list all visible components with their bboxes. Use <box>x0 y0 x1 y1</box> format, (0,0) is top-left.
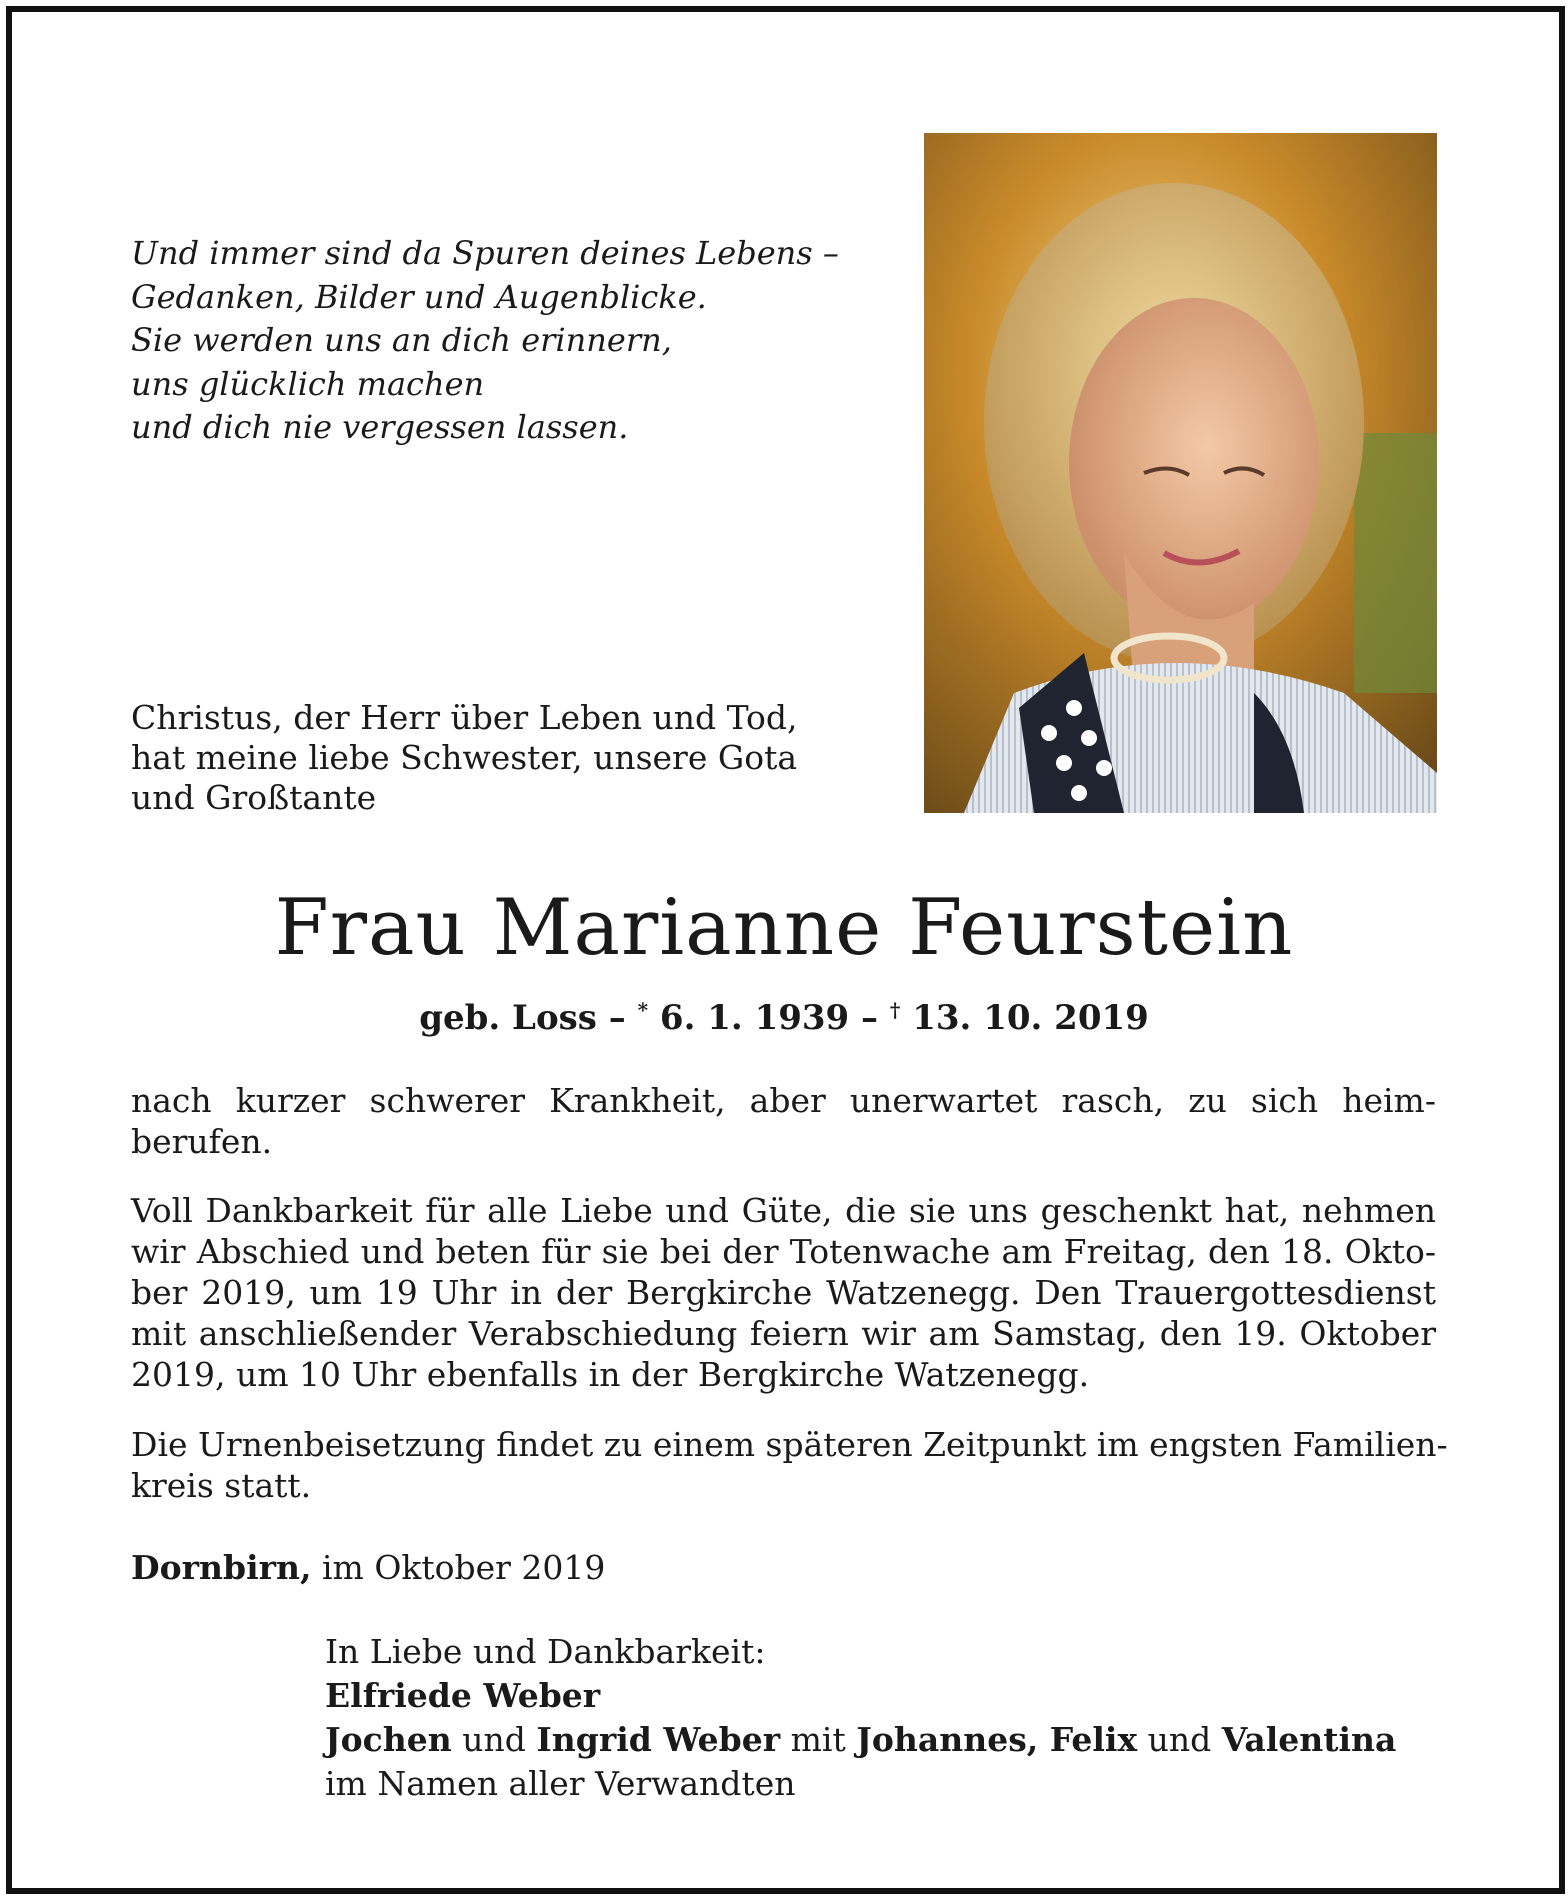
poem-line: Sie werden uns an dich erinnern, <box>131 321 672 359</box>
paragraph-line: 2019, um 10 Uhr ebenfalls in der Bergkirche Watzenegg. <box>131 1355 1090 1394</box>
connector: mit <box>780 1720 857 1759</box>
poem-line: uns glücklich machen <box>131 364 485 403</box>
place-city: Dornbirn, <box>131 1548 312 1587</box>
paragraph-line: Die Urnenbeisetzung findet zu einem späteren Zeitpunkt im engsten Familien- <box>131 1425 1448 1464</box>
mourner-name: Ingrid Weber <box>536 1720 781 1759</box>
paragraph-line: ber 2019, um 19 Uhr in der Bergkirche Watzenegg. Den Trauergottesdienst <box>131 1273 1436 1312</box>
intro-line: hat meine liebe Schwester, unsere Gota <box>131 738 798 777</box>
mourner-name: Elfriede Weber <box>325 1676 601 1715</box>
paragraph-illness <box>131 1080 1436 1162</box>
portrait-photo <box>924 133 1437 813</box>
intro-text <box>131 698 891 818</box>
poem-line: Gedanken, Bilder und Augenblicke. <box>131 277 707 316</box>
paragraph-line: mit anschließender Verabschiedung feiern wir am Samstag, den 19. Oktober <box>131 1314 1436 1353</box>
paragraph-burial <box>131 1424 1448 1506</box>
memorial-poem <box>131 232 851 450</box>
place-date <box>131 1548 605 1587</box>
maiden-name: geb. Loss – <box>419 998 626 1038</box>
birth-date: 6. 1. 1939 – <box>659 998 879 1038</box>
mourner-name: Johannes, Felix <box>856 1720 1138 1759</box>
life-dates <box>100 998 1468 1038</box>
paragraph-line: kreis statt. <box>131 1466 312 1505</box>
connector: und <box>1137 1720 1222 1759</box>
portrait-image <box>924 133 1437 813</box>
poem-line: und dich nie vergessen lassen. <box>131 408 629 446</box>
paragraph-line: wir Abschied und beten für sie bei der Totenwache am Freitag, den 18. Okto- <box>131 1232 1436 1271</box>
mourner-name: Valentina <box>1221 1720 1397 1759</box>
signature-footer: im Namen aller Verwandten <box>325 1764 796 1803</box>
signature-block <box>325 1630 1396 1806</box>
place-month: im Oktober 2019 <box>322 1548 606 1587</box>
connector: und <box>451 1720 537 1759</box>
intro-line: und Großtante <box>131 778 377 817</box>
poem-line: Und immer sind da Spuren deines Lebens – <box>131 234 839 272</box>
death-symbol: † <box>889 998 901 1022</box>
signature-heading: In Liebe und Dankbarkeit: <box>325 1632 766 1671</box>
death-date: 13. 10. 2019 <box>912 998 1149 1038</box>
paragraph-line: nach kurzer schwerer Krankheit, aber unerwartet rasch, zu sich heim- <box>131 1081 1436 1120</box>
mourner-name: Jochen <box>325 1720 452 1759</box>
intro-line: Christus, der Herr über Leben und Tod, <box>131 698 798 737</box>
paragraph-line: Voll Dankbarkeit für alle Liebe und Güte, die sie uns geschenkt hat, nehmen <box>131 1191 1436 1230</box>
mourner-line <box>325 1718 1396 1762</box>
paragraph-line: berufen. <box>131 1122 273 1161</box>
deceased-name: Frau Marianne Feurstein <box>274 883 1294 973</box>
birth-symbol: * <box>637 998 649 1022</box>
paragraph-services <box>131 1190 1436 1395</box>
